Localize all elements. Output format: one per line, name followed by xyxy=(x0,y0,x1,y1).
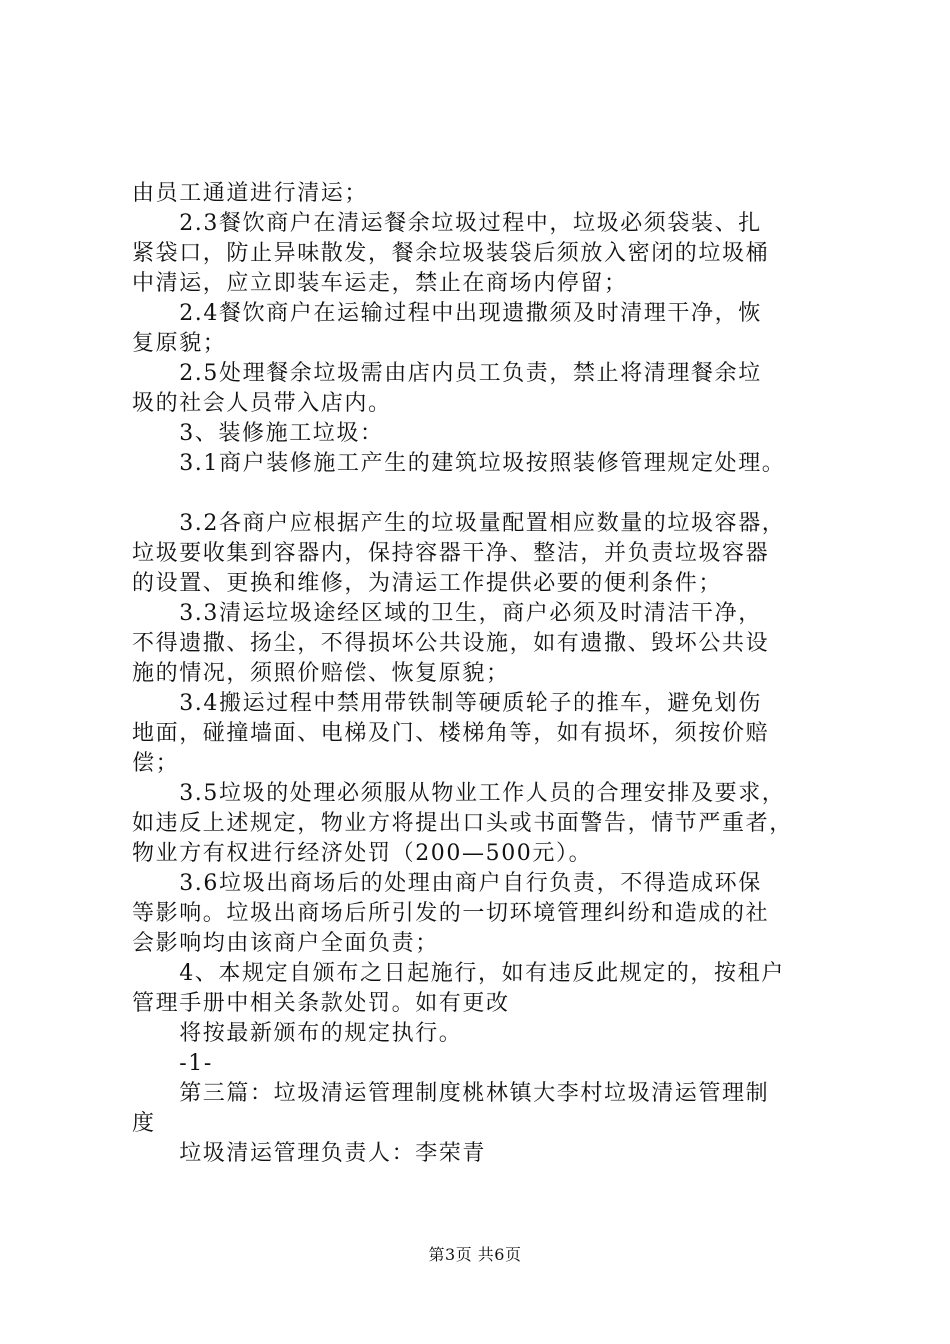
text-line: 圾的社会人员带入店内。 xyxy=(132,391,392,416)
text-line: 2.3餐饮商户在清运餐余垃圾过程中，垃圾必须袋装、扎 xyxy=(132,211,762,236)
text-line: 3.3清运垃圾途经区域的卫生，商户必须及时清洁干净， xyxy=(132,601,762,626)
text-line: 由员工通道进行清运； xyxy=(132,181,369,206)
text-line: 偿； xyxy=(132,751,180,776)
text-line: 度 xyxy=(132,1111,156,1136)
text-line: 紧袋口，防止异味散发，餐余垃圾装袋后须放入密闭的垃圾桶 xyxy=(132,241,770,266)
text-line: 的设置、更换和维修，为清运工作提供必要的便利条件； xyxy=(132,571,723,596)
text-line: 垃圾要收集到容器内，保持容器干净、整洁，并负责垃圾容器 xyxy=(132,541,770,566)
text-line: 3.1商户装修施工产生的建筑垃圾按照装修管理规定处理。 xyxy=(132,451,786,476)
page-number-footer: 第3页 共6页 xyxy=(428,1245,522,1264)
text-line: 3.6垃圾出商场后的处理由商户自行负责，不得造成环保 xyxy=(132,871,762,896)
text-line: 3.5垃圾的处理必须服从物业工作人员的合理安排及要求， xyxy=(132,781,786,806)
text-line: 3、装修施工垃圾： xyxy=(132,421,384,446)
text-line: 2.5处理餐余垃圾需由店内员工负责，禁止将清理餐余垃 xyxy=(132,361,762,386)
text-line: 3.2各商户应根据产生的垃圾量配置相应数量的垃圾容器， xyxy=(132,511,786,536)
text-line: 中清运，应立即装车运走，禁止在商场内停留； xyxy=(132,271,628,296)
text-line: 3.4搬运过程中禁用带铁制等硬质轮子的推车，避免划伤 xyxy=(132,691,762,716)
text-line: 如违反上述规定，物业方将提出口头或书面警告，情节严重者， xyxy=(132,811,793,836)
text-line: 复原貌； xyxy=(132,331,227,356)
text-line: 物业方有权进行经济处罚（200—500元）。 xyxy=(132,841,593,866)
text-line: -1- xyxy=(132,1051,213,1076)
text-line: 施的情况，须照价赔偿、恢复原貌； xyxy=(132,661,510,686)
text-line: 会影响均由该商户全面负责； xyxy=(132,931,439,956)
text-line: 垃圾清运管理负责人：李荣青 xyxy=(132,1141,487,1166)
section-heading: 第三篇：垃圾清运管理制度桃林镇大李村垃圾清运管理制 xyxy=(132,1081,770,1106)
text-line: 2.4餐饮商户在运输过程中出现遗撒须及时清理干净，恢 xyxy=(132,301,762,326)
text-line: 将按最新颁布的规定执行。 xyxy=(132,1021,463,1046)
text-line: 4、本规定自颁布之日起施行，如有违反此规定的，按租户 xyxy=(132,961,785,986)
text-line: 地面，碰撞墙面、电梯及门、楼梯角等，如有损坏，须按价赔 xyxy=(132,721,770,746)
text-line: 不得遗撒、扬尘，不得损坏公共设施，如有遗撒、毁坏公共设 xyxy=(132,631,770,656)
text-line: 管理手册中相关条款处罚。如有更改 xyxy=(132,991,510,1016)
text-line: 等影响。垃圾出商场后所引发的一切环境管理纠纷和造成的社 xyxy=(132,901,770,926)
